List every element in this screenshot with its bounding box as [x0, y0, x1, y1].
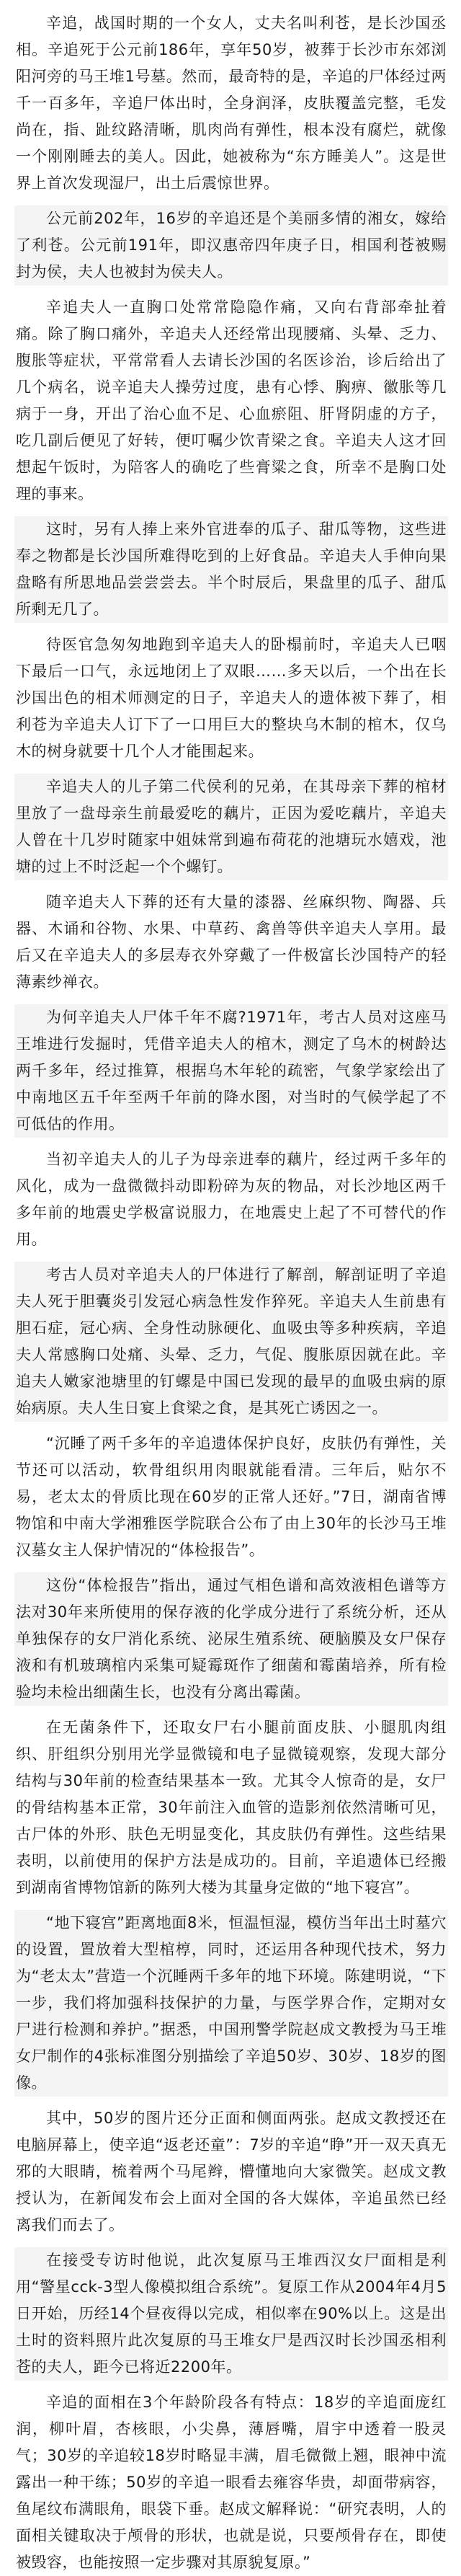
paragraph-preservation-analysis: 这份“体检报告”指出，通过气相色谱和高效液相色谱等方法对30年来所使用的保存液的化学成分进行了系统分析，还从单独保存的女尸消化系统、泌尿生殖系统、硬脑膜及女尸保存液和有机玻璃棺内采集可疑霉斑作了细菌和霉菌培养，所有检验均未检出细菌生长，也没有分离出霉菌。: [14, 1572, 448, 1706]
paragraph-microscopy: 在无菌条件下，还取女尸右小腿前面皮肤、小腿肌肉组织、肝组织分别用光学显微镜和电子显微镜观察，发现大部分结构与30年前的检查结果基本一致。尤其令人惊奇的是，女尸的骨结构基本正常，30年前注入血管的造影剂依然清晰可见，古尸体的外形、肤色无明显变化，其皮肤仍有弹性。这些结果表明，以前使用的保护方法是成功的。目前，辛追遗体已经搬到湖南省博物馆新的陈列大楼为其量身定做的“地下寝宫”。: [16, 1719, 447, 1896]
paragraph-earthquake-history: 当初辛追夫人的儿子为母亲进奉的藕片，经过两千多年的风化，成为一盘微微抖动即粉碎为灰的物品，对长沙地区两千多年前的地震史学极富说服力，在地震史上起了不可替代的作用。: [16, 1151, 447, 1248]
paragraph-why-not-decayed: 为何辛追夫人尸体千年不腐?1971年，考古人员对这座马王堆进行发掘时，凭借辛追夫人的棺木，测定了乌木的树龄达两千多年，经过推算，根据乌木年轮的疏密，气象学家绘出了中南地区五千年至两千年前的降水图，对当时的气候学起了不可低估的作用。: [14, 1004, 448, 1138]
paragraph-autopsy: 考古人员对辛追夫人的尸体进行了解剖，解剖证明了辛追夫人死于胆囊炎引发冠心病急性发作猝死。辛追夫人生前患有胆石症，冠心病、全身性动脉硬化、血吸虫等多种疾病，辛追夫人常感胸口处痛、头晕、乏力，气促、腹胀原因就在此。辛追夫人嫩家池塘里的钉螺是中国已发现的最早的血吸虫病的原始病原。夫人生日宴上食梁之食，是其死亡诱因之一。: [14, 1262, 448, 1422]
paragraph-underground-palace: “地下寝宫”距离地面8米，恒温恒湿，模仿当年出土时墓穴的设置，置放着大型棺椁，同时，还运用各种现代技术，努力为“老太太”营造一个沉睡两千多年的地下环境。陈建明说，“下一步，我们将加强科技保护的力量，与医学界合作，定期对女尸进行检测和养护。”据悉，中国刑警学院赵成文教授为马王堆女尸制作的4张标准图分别描绘了辛追50岁、30岁、18岁的图像。: [14, 1910, 448, 2097]
paragraph-marriage: 公元前202年，16岁的辛追还是个美丽多情的湘女，嫁给了利苍。公元前191年，即汉惠帝四年庚子日，相国利苍被赐封为侯，夫人也被封为侯夫人。: [14, 205, 448, 286]
paragraph-health-report: “沉睡了两千多年的辛追遗体保护良好，皮肤仍有弹性，关节还可以活动，软骨组织用肉眼就能看清。三年后，贴尔不易，老太太的骨质比现在60岁的正常人还好。”7日，湖南省博物馆和中南大学湘雅医学院联合公布了由上30年的长沙马王堆汉墓女主人保护情况的“体检报告”。: [16, 1435, 447, 1559]
paragraph-melon-seeds: 这时，另有人捧上来外官进奉的瓜子、甜瓜等物，这些进奉之物都是长沙国所难得吃到的上好食品。辛追夫人手伸向果盘略有所思地品尝尝尝去。半个时辰后，果盘里的瓜子、甜瓜所剩无几了。: [14, 516, 448, 623]
paragraph-lotus-root: 辛追夫人的儿子第二代侯利的兄弟，在其母亲下葬的棺材里放了一盘母亲生前最爱吃的藕片，正因为爱吃藕片，辛追夫人曾在十几岁时随家中姐妹常到遍布荷花的池塘玩水嬉戏，池塘的过上不时泛起一个个螺钉。: [14, 774, 448, 880]
paragraph-intro: 辛追，战国时期的一个女人，丈夫名叫利苍，是长沙国丞相。辛追死于公元前186年，享年50岁，被葬于长沙市东郊浏阳河旁的马王堆1号墓。然而，最奇特的是，辛追的尸体经过两千一百多年，辛追尸体出时，全身润泽，皮肤覆盖完整，毛发尚在，指、趾纹路清晰，肌肉尚有弹性，根本没有腐烂，就像一个刚刚睡去的美人。因此，她被称为“东方睡美人”。这是世界上首次发现湿尸，出土后震惊世界。: [16, 14, 447, 192]
paragraph-death-burial: 待医官急匆匆地跑到辛追夫人的卧榻前时，辛追夫人已咽下最后一口气，永远地闭上了双眼……多天以后，一个出在长沙国出色的相术师测定的日子，辛追夫人的遗体被下葬了，相利苍为辛追夫人订下了一口用巨大的整块乌木制的棺木，仅乌木的树身就要十几个人才能围起来。: [16, 636, 447, 760]
paragraph-three-ages: 辛追的面相在3个年龄阶段各有特点：18岁的辛追面庞红润，柳叶眉，杏核眼，小尖鼻，薄唇嘴，眉宇中透着一股灵气；30岁的辛追较18岁时略显丰满，眉毛微微上翘，眼神中流露出一种干练；50岁的辛追一眼看去雍容华贵，却面带病容，鱼尾纹布满眼角，眼袋下垂。赵成文解释说：“研究表明，人的面相关键取决于颅骨的形状，也就是说，只要颅骨存在，即使被毁容，也能按照一定步骤对其原貌复原。”: [16, 2394, 447, 2571]
paragraph-face-reconstruction: 在接受专访时他说，此次复原马王堆西汉女尸面相是利用“警星cck-3型人像模拟组合系统”。复原工作从2004年4月5日开始，历经14个昼夜得以完成，相似率在90%以上。这是出土时的资料照片此次复原的马王堆女尸是西汉时长沙国丞相利苍的夫人，距今已将近2200年。: [14, 2247, 448, 2381]
paragraph-illness: 辛追夫人一直胸口处常常隐隐作痛，又向右背部牵扯着痛。除了胸口痛外，辛追夫人还经常出现腰痛、头晕、乏力、腹胀等症状，平常常看人去请长沙国的名医诊治，诊后给出了几个病名，说辛追夫人操劳过度，患有心悸、胸痹、徽胀等几病于一身，开出了治心血不足、心血瘀阻、肝肾阴虚的方子，吃几副后便见了好转，便叮嘱少饮青梁之食。辛追夫人这才回想起午饭时，为陪客人的确吃了些膏粱之食，所幸不是胸口处理的事来。: [16, 298, 447, 503]
paragraph-age-images: 其中，50岁的图片还分正面和侧面两张。赵成文教授还在电脑屏幕上，使辛追“返老还童”：7岁的辛追“睁”开一双天真无邪的大眼睛，梳着两个马尾辫，懵懂地向大家微笑。赵成文教授认为，在新闻发布会上面对全国的各大媒体，辛追虽然已经离我们而去了。: [16, 2110, 447, 2234]
paragraph-burial-goods: 随辛追夫人下葬的还有大量的漆器、丝麻织物、陶器、兵器、木诵和谷物、水果、中草药、禽兽等供辛追夫人享用。最后又在辛追夫人的多层寿衣外穿戴了一件极富长沙国特产的轻薄素纱禅衣。: [16, 893, 447, 991]
